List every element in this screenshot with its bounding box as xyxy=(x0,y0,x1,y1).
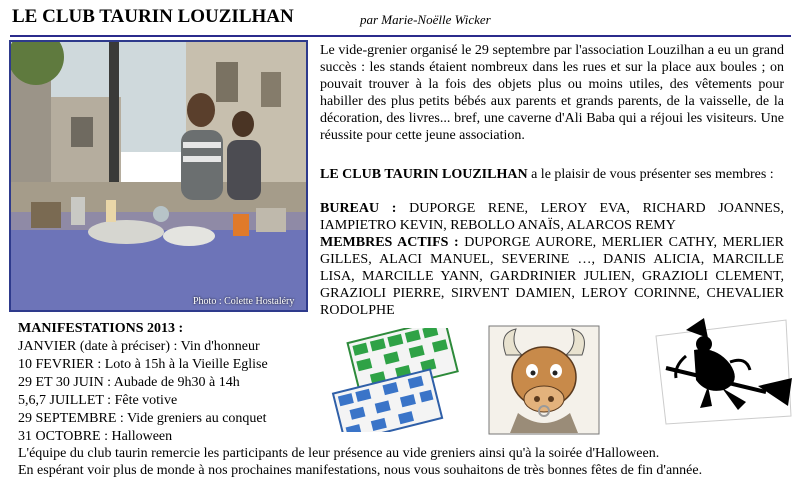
article-title: LE CLUB TAURIN LOUZILHAN xyxy=(12,6,294,27)
vide-grenier-photo xyxy=(9,40,308,312)
membres-label: MEMBRES ACTIFS : xyxy=(320,235,459,250)
manifestations-title: MANIFESTATIONS 2013 : xyxy=(18,321,184,336)
author-byline: par Marie-Noëlle Wicker xyxy=(360,12,491,27)
event-item: 5,6,7 JUILLET : Fête votive xyxy=(18,393,178,408)
bureau-names: DUPORGE RENE, LEROY EVA, RICHARD JOANNES, IAMPIETRO KEVIN, REBOLLO ANAÏS, ALARCOS REMY xyxy=(320,201,784,233)
event-item: 29 SEPTEMBRE : Vide greniers au conquet xyxy=(18,411,267,426)
photo-credit: Photo : Colette Hostaléry xyxy=(193,296,295,307)
presentation-text: a le plaisir de vous présenter ses membres : xyxy=(527,167,774,182)
header-rule xyxy=(10,35,791,37)
event-item: 10 FEVRIER : Loto à 15h à la Vieille Eglise xyxy=(18,357,268,372)
event-item: 29 ET 30 JUIN : Aubade de 9h30 à 14h xyxy=(18,375,240,390)
witch-silhouette-image xyxy=(646,316,796,426)
event-item: 31 OCTOBRE : Halloween xyxy=(18,429,173,444)
bingo-cards-image xyxy=(328,328,468,432)
bull-cartoon-image xyxy=(488,325,600,435)
bureau-list xyxy=(320,200,784,234)
closing-wishes: En espérant voir plus de monde à nos prochaines manifestations, nous vous souhaitons de très bonnes fêtes de fin d'année. xyxy=(18,463,703,478)
club-name-bold: LE CLUB TAURIN LOUZILHAN xyxy=(320,167,528,182)
membres-names: DUPORGE AURORE, MERLIER CATHY, MERLIER GILLES, ALACI MANUEL, SEVERINE …, DANIS ALICIA, MARCILLE LISA, MARCILLE YANN, GARDRINIER JULIEN, GRAZIOLI CLEMENT, GRAZIOLI PIERRE, SIRVENT DAMIEN, LEROY CORINNE, CHEVALIER RODOLPHE xyxy=(320,235,784,318)
membres-actifs-list xyxy=(320,234,784,319)
bureau-label: BUREAU : xyxy=(320,201,397,216)
event-item: JANVIER (date à préciser) : Vin d'honneur xyxy=(18,339,260,354)
closing-thanks: L'équipe du club taurin remercie les participants de leur présence au vide greniers ainsi qu'à la soirée d'Halloween. xyxy=(18,446,660,461)
intro-paragraph: Le vide-grenier organisé le 29 septembre par l'association Louzilhan a eu un grand succès : les stands étaient nombreux dans les rues et sur la place aux boules ; on pouvait trouver à la fois des objets plus ou moins utiles, des vêtements pour habiller des plus petits bébés aux parents et grands parents, de la vaisselle, de la décoration, des livres... bref, une caverne d'Ali Baba qui a réjoui les visiteurs. Une réussite pour cette jeune association. xyxy=(320,43,784,143)
presentation-paragraph xyxy=(320,166,784,183)
